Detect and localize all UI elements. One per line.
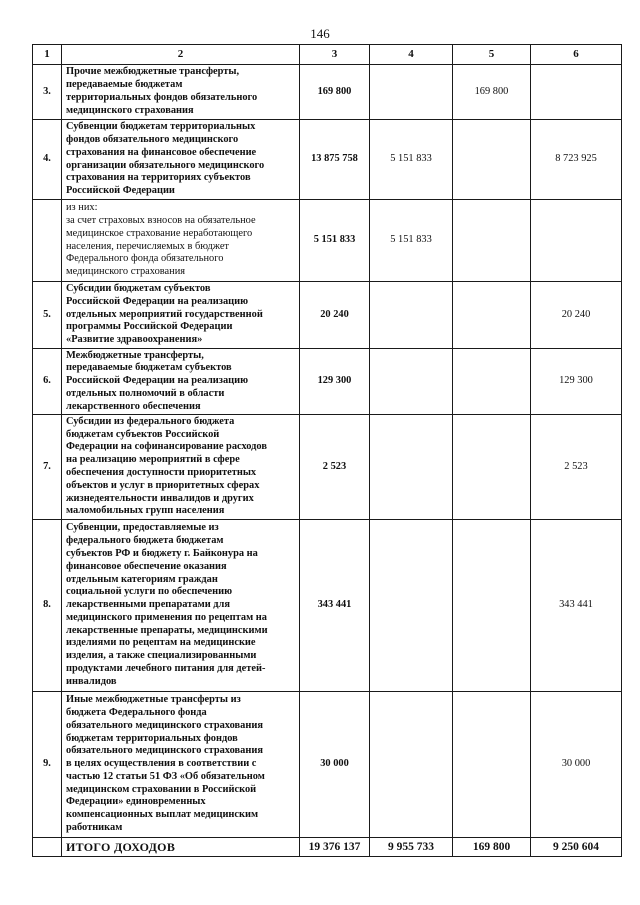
table-row (33, 65, 622, 120)
desc-line: Федерального фонда обязательного (66, 253, 224, 265)
row-number: 8. (33, 520, 62, 692)
cell-col-6 (531, 200, 622, 282)
cell-col-5 (453, 282, 531, 349)
total-col-3: 19 376 137 (300, 838, 370, 857)
desc-line: финансовое обеспечение оказания (66, 560, 227, 572)
desc-line: изделиями по рецептам на медицинские (66, 637, 256, 649)
cell-col-4 (370, 415, 453, 520)
cell-col-6: 30 000 (531, 692, 622, 838)
cell-col-6: 343 441 (531, 520, 622, 692)
desc-line: на реализацию мероприятий в сфере (66, 454, 240, 466)
desc-line: обязательного медицинского страхования (66, 745, 263, 757)
desc-line: страхования на территориях субъектов (66, 172, 251, 184)
cell-col-3: 2 523 (300, 415, 370, 520)
desc-line: «Развитие здравоохранения» (66, 334, 203, 346)
table-row (33, 520, 622, 692)
desc-line: Субсидии бюджетам субъектов (66, 283, 211, 294)
row-number: 5. (33, 282, 62, 349)
desc-line: обеспечения доступности приоритетных (66, 467, 257, 478)
row-description (62, 200, 300, 282)
table-row (33, 349, 622, 415)
desc-line: организации обязательного медицинского (66, 159, 265, 171)
cell-col-6 (531, 65, 622, 120)
cell-col-6: 20 240 (531, 282, 622, 349)
cell-col-4: 5 151 833 (370, 200, 453, 282)
desc-line: страхования на финансовое обеспечение (66, 146, 257, 158)
table-row (33, 692, 622, 838)
desc-line: лекарственного обеспечения (66, 400, 201, 412)
cell-col-3: 13 875 758 (300, 120, 370, 200)
desc-line: программы Российской Федерации (66, 321, 233, 333)
desc-line: в целях осуществления в соответствии с (66, 758, 257, 770)
total-col-5: 169 800 (453, 838, 531, 857)
cell-col-6: 8 723 925 (531, 120, 622, 200)
total-col-6: 9 250 604 (531, 838, 622, 857)
cell-col-5 (453, 120, 531, 200)
desc-line: Субвенции бюджетам территориальных (66, 121, 256, 133)
table-row (33, 120, 622, 200)
cell-col-6: 129 300 (531, 349, 622, 415)
header-row (33, 45, 622, 65)
desc-line: территориальных фондов обязательного (66, 92, 258, 103)
row-number: 4. (33, 120, 62, 200)
cell-col-5 (453, 520, 531, 692)
desc-line: передаваемые бюджетам (66, 79, 183, 91)
desc-line: Российской Федерации (66, 185, 175, 197)
cell-col-5 (453, 415, 531, 520)
desc-line: Российской Федерации на реализацию (66, 295, 249, 307)
total-col-4: 9 955 733 (370, 838, 453, 857)
desc-line: медицинского применения по рецептам на (66, 611, 267, 623)
desc-line: Субвенции, предоставляемые из (66, 522, 219, 534)
desc-line: Иные межбюджетные трансферты из (66, 694, 241, 706)
desc-line: компенсационных выплат медицинским (66, 809, 259, 821)
row-number: 3. (33, 65, 62, 120)
row-number: 9. (33, 692, 62, 838)
desc-line: за счет страховых взносов на обязательное (66, 214, 256, 226)
cell-col-4 (370, 65, 453, 120)
desc-line: объектов и услуг в приоритетных сферах (66, 479, 260, 491)
desc-line: федерального бюджета бюджетам (66, 535, 224, 547)
desc-line: медицинского страхования (66, 104, 194, 116)
table-row (33, 282, 622, 349)
desc-line: отдельных мероприятий государственной (66, 308, 263, 320)
cell-col-4 (370, 520, 453, 692)
desc-line: социальной услуги по обеспечению (66, 586, 233, 598)
cell-col-5 (453, 349, 531, 415)
desc-line: жизнедеятельности инвалидов и других (66, 492, 254, 504)
desc-line: бюджетам территориальных фондов (66, 732, 238, 744)
desc-line: бюджетам субъектов Российской (66, 428, 220, 440)
row-description (62, 415, 300, 520)
desc-line: Российской Федерации на реализацию (66, 375, 249, 387)
desc-line: Федерации» единовременных (66, 796, 206, 808)
desc-line: Прочие межбюджетные трансферты, (66, 66, 240, 78)
total-number-cell (33, 838, 62, 857)
desc-line: субъектов РФ и бюджету г. Байконура на (66, 547, 258, 559)
desc-line: продуктами лечебного питания для детей- (66, 663, 266, 675)
desc-line: частью 12 статьи 51 ФЗ «Об обязательном (66, 770, 265, 782)
cell-col-3: 5 151 833 (300, 200, 370, 282)
cell-col-4 (370, 692, 453, 838)
cell-col-4: 5 151 833 (370, 120, 453, 200)
row-description (62, 65, 300, 120)
cell-col-5: 169 800 (453, 65, 531, 120)
header-col-6: 6 (531, 45, 622, 65)
row-number (33, 200, 62, 282)
desc-line: бюджета Федерального фонда (66, 706, 207, 718)
desc-line: отдельным категориям граждан (66, 573, 218, 585)
header-col-1: 1 (33, 45, 62, 65)
cell-col-3: 169 800 (300, 65, 370, 120)
row-description (62, 520, 300, 692)
desc-line: передаваемые бюджетам субъектов (66, 362, 232, 374)
desc-line: изделия, а также специализированными (66, 650, 257, 662)
row-description (62, 282, 300, 349)
cell-col-3: 343 441 (300, 520, 370, 692)
row-description (62, 349, 300, 415)
header-col-4: 4 (370, 45, 453, 65)
desc-line: работникам (66, 822, 123, 834)
desc-line: фондов обязательного медицинского (66, 133, 239, 145)
total-row (33, 838, 622, 857)
desc-line: населения, перечисляемых в бюджет (66, 240, 229, 252)
cell-col-3: 129 300 (300, 349, 370, 415)
table-row (33, 200, 622, 282)
desc-line: лекарственными препаратами для (66, 599, 230, 611)
row-number: 7. (33, 415, 62, 520)
cell-col-3: 20 240 (300, 282, 370, 349)
page-number: 146 (310, 26, 330, 41)
cell-col-4 (370, 349, 453, 415)
table-row (33, 415, 622, 520)
row-description (62, 120, 300, 200)
desc-line: лекарственные препараты, медицинскими (66, 624, 268, 636)
header-col-5: 5 (453, 45, 531, 65)
row-description (62, 692, 300, 838)
header-col-3: 3 (300, 45, 370, 65)
header-col-2: 2 (62, 45, 300, 65)
desc-line: из них: (66, 202, 98, 214)
desc-line: Межбюджетные трансферты, (66, 349, 204, 361)
cell-col-5 (453, 692, 531, 838)
desc-line: медицинского страхования (66, 266, 186, 278)
desc-line: обязательного медицинского страхования (66, 719, 263, 731)
row-number: 6. (33, 349, 62, 415)
desc-line: инвалидов (66, 675, 117, 687)
budget-table (32, 44, 622, 857)
desc-line: отдельных полномочий в области (66, 387, 225, 399)
total-label: ИТОГО ДОХОДОВ (62, 838, 300, 857)
desc-line: Субсидии из федерального бюджета (66, 415, 235, 427)
cell-col-4 (370, 282, 453, 349)
desc-line: медицинском страховании в Российской (66, 783, 257, 795)
cell-col-3: 30 000 (300, 692, 370, 838)
desc-line: маломобильных групп населения (66, 505, 225, 517)
desc-line: Федерации на софинансирование расходов (66, 441, 267, 453)
cell-col-6: 2 523 (531, 415, 622, 520)
cell-col-5 (453, 200, 531, 282)
desc-line: медицинское страхование неработающего (66, 227, 253, 239)
